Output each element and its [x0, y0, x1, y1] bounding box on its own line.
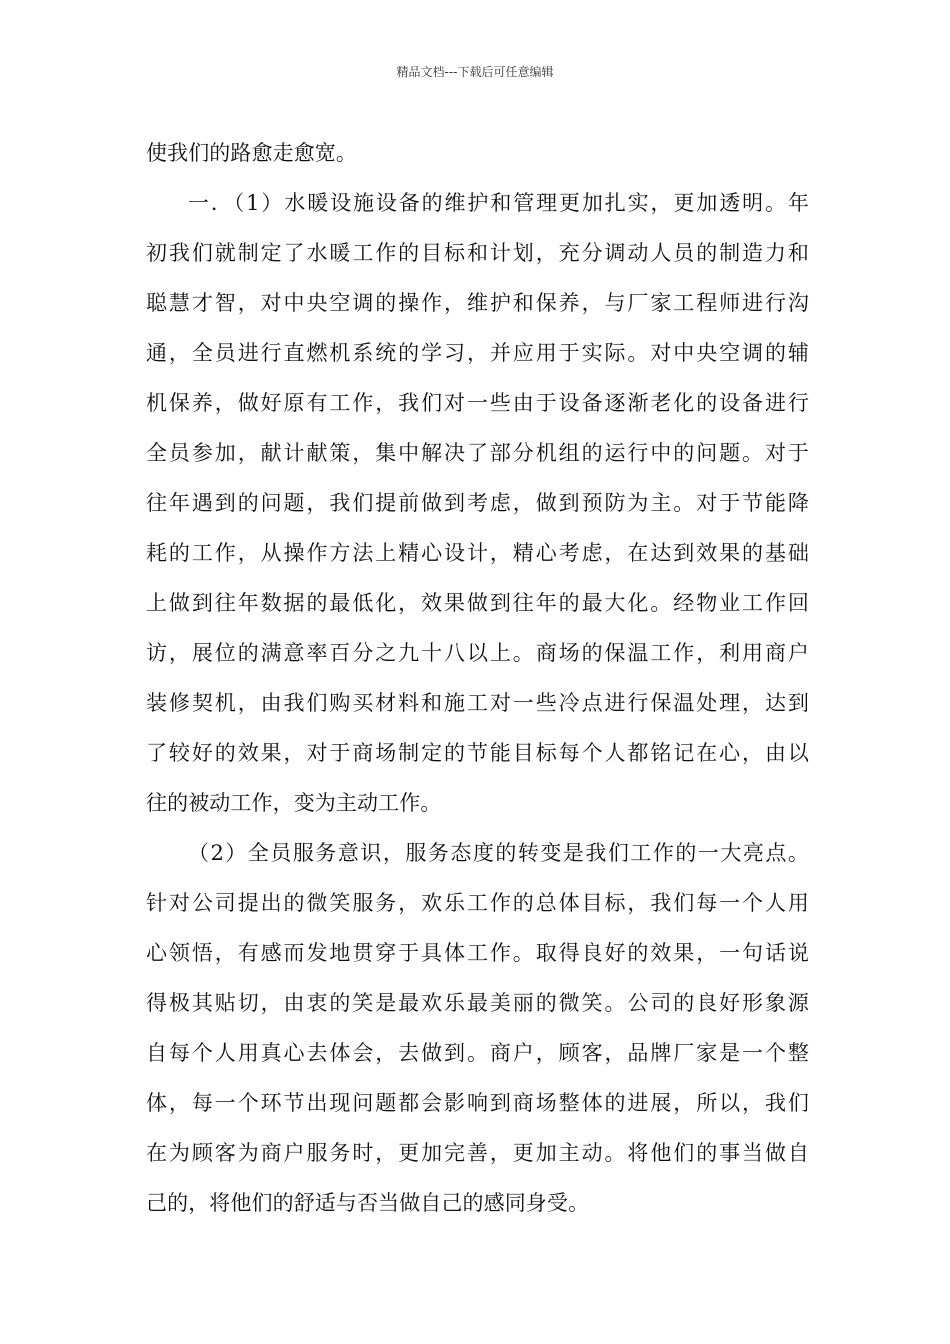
body-text [146, 128, 809, 1228]
text-line: 耗的工作，从操作方法上精心设计，精心考虑，在达到效果的基础 [146, 541, 809, 565]
text-line: 通，全员进行直燃机系统的学习，并应用于实际。对中央空调的辅 [146, 341, 809, 365]
text-line: 全员参加，献计献策，集中解决了部分机组的运行中的问题。对于 [146, 441, 809, 465]
text-line: 上做到往年数据的最低化，效果做到往年的最大化。经物业工作回 [146, 591, 809, 615]
text-line: 己的，将他们的舒适与否当做自己的感同身受。 [146, 1191, 590, 1215]
text-line: 一．（1）水暖设施设备的维护和管理更加扎实，更加透明。年 [188, 191, 809, 215]
text-line: 访，展位的满意率百分之九十八以上。商场的保温工作，利用商户 [146, 641, 809, 665]
text-line: 心领悟，有感而发地贯穿于具体工作。取得良好的效果，一句话说 [146, 941, 809, 965]
text-line: 使我们的路愈走愈宽。 [146, 141, 357, 165]
text-line: 机保养，做好原有工作，我们对一些由于设备逐渐老化的设备进行 [146, 391, 809, 415]
text-line: 聪慧才智，对中央空调的操作，维护和保养，与厂家工程师进行沟 [146, 291, 809, 315]
text-line: 得极其贴切，由衷的笑是最欢乐最美丽的微笑。公司的良好形象源 [146, 991, 809, 1015]
text-line: 初我们就制定了水暖工作的目标和计划，充分调动人员的制造力和 [146, 241, 809, 265]
page-header: 精品文档---下载后可任意编辑 [396, 65, 554, 79]
text-line: 往的被动工作，变为主动工作。 [146, 791, 442, 815]
text-line: 针对公司提出的微笑服务，欢乐工作的总体目标，我们每一个人用 [146, 891, 809, 915]
text-line: 往年遇到的问题，我们提前做到考虑，做到预防为主。对于节能降 [146, 491, 809, 515]
text-line: 体，每一个环节出现问题都会影响到商场整体的进展，所以，我们 [146, 1091, 809, 1115]
text-line: 装修契机，由我们购买材料和施工对一些冷点进行保温处理，达到 [146, 691, 809, 715]
text-line: 了较好的效果，对于商场制定的节能目标每个人都铭记在心，由以 [146, 741, 809, 765]
text-line: 自每个人用真心去体会，去做到。商户，顾客，品牌厂家是一个整 [146, 1041, 809, 1065]
text-line: 在为顾客为商户服务时，更加完善，更加主动。将他们的事当做自 [146, 1141, 809, 1165]
text-line: （2）全员服务意识，服务态度的转变是我们工作的一大亮点。 [188, 841, 809, 865]
